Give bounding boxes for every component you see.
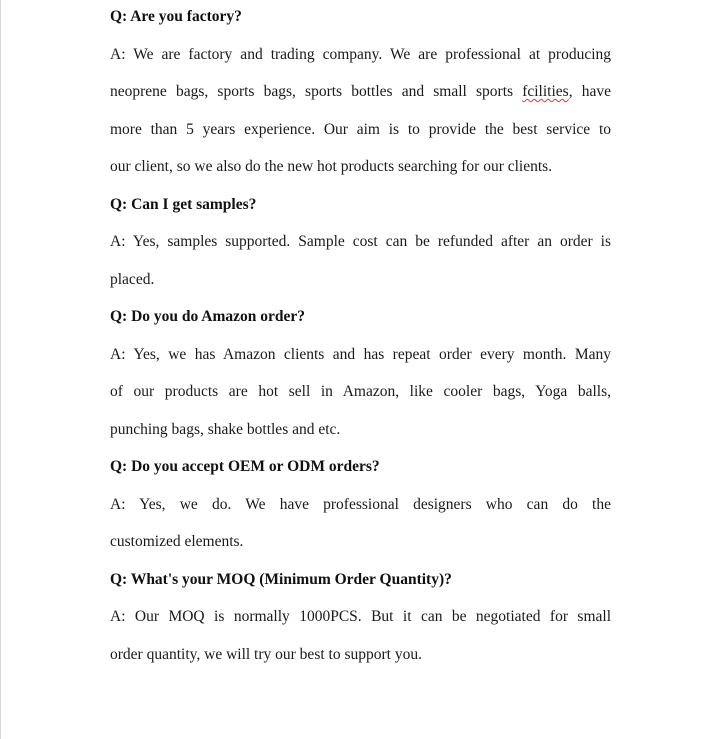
faq-question: Q: What's your MOQ (Minimum Order Quantity)? — [110, 570, 452, 588]
faq-answer-line: customized elements. — [110, 533, 244, 550]
faq-answer-line: placed. — [110, 270, 155, 288]
faq-answer-line: A: We are factory and trading company. We are professional at producing — [110, 45, 611, 63]
faq-answer-line: order quantity, we will try our best to support you. — [110, 645, 422, 663]
faq-answer-line: more than 5 years experience. Our aim is to provide the best service to — [110, 120, 611, 138]
faq-answer-line: A: Our MOQ is normally 1000PCS. But it can be negotiated for small — [110, 608, 611, 625]
faq-answer-line: punching bags, shake bottles and etc. — [110, 420, 341, 438]
faq-answer-line: A: Yes, we has Amazon clients and has repeat order every month. Many — [110, 345, 611, 363]
faq-answer-line: neoprene bags, sports bags, sports bottles and small sports fcilities, have — [110, 83, 611, 100]
faq-question: Q: Can I get samples? — [110, 195, 257, 213]
faq-answer-line: A: Yes, we do. We have professional designers who can do the — [110, 495, 611, 513]
faq-question: Q: Do you do Amazon order? — [110, 308, 306, 325]
faq-answer-line: our client, so we also do the new hot products searching for our clients. — [110, 158, 553, 175]
misspelled-word[interactable]: fcilities — [522, 83, 569, 100]
faq-answer-line: of our products are hot sell in Amazon, like cooler bags, Yoga balls, — [110, 383, 611, 400]
faq-question: Q: Do you accept OEM or ODM orders? — [110, 458, 380, 475]
document-body — [110, 0, 611, 675]
faq-question: Q: Are you factory? — [110, 8, 242, 25]
faq-answer-line: A: Yes, samples supported. Sample cost can be refunded after an order is — [110, 233, 611, 250]
